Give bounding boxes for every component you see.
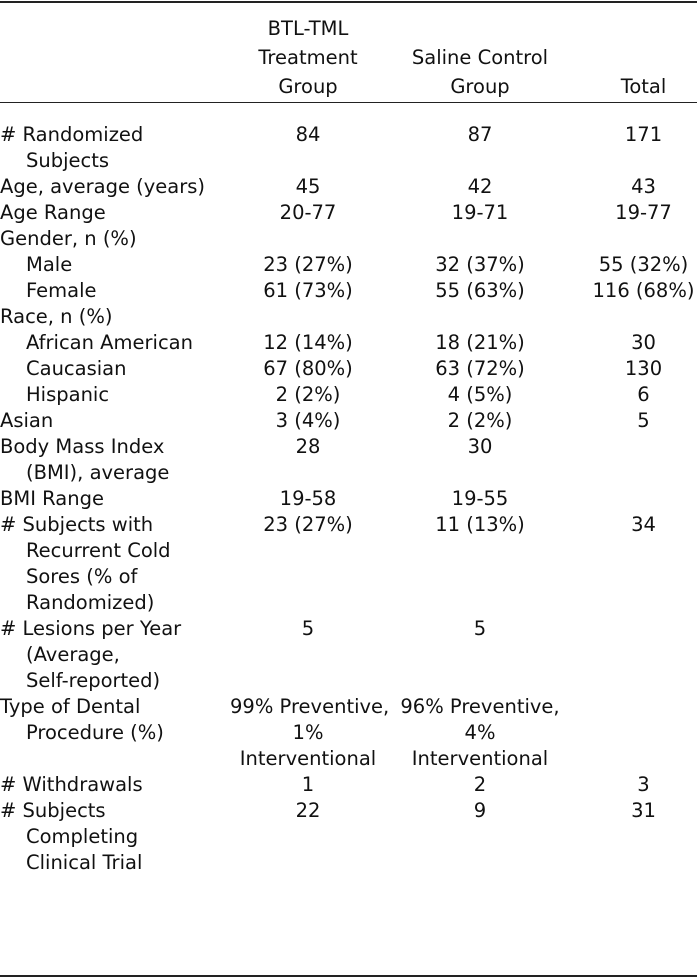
control-value [400, 616, 560, 642]
total-value-text: 19-77 [615, 201, 672, 224]
row-label-line: Asian [0, 409, 54, 432]
treatment-value-text: 3 (4%) [275, 409, 341, 432]
total-value [590, 252, 697, 278]
total-value-text: 5 [637, 409, 650, 432]
total-value [590, 798, 697, 824]
header-line: Treatment [258, 46, 358, 69]
treatment-value [230, 200, 386, 226]
control-value-text: 11 (13%) [435, 513, 525, 536]
row-label-line: # Subjects [0, 799, 106, 822]
total-value-text: 30 [631, 331, 656, 354]
total-value [590, 408, 697, 434]
treatment-value-line: 99% Preventive, [230, 695, 390, 718]
treatment-value-text: 23 (27%) [263, 253, 353, 276]
total-value [590, 330, 697, 356]
control-value-text: 30 [467, 435, 493, 458]
row-label-line: Race, n (%) [0, 305, 113, 328]
total-value-text: 31 [631, 799, 656, 822]
row-label-line: # Randomized [0, 123, 144, 146]
header-rule [0, 102, 697, 103]
control-value-text: 87 [467, 123, 493, 146]
total-value-text: 3 [637, 773, 650, 796]
treatment-value [230, 772, 386, 798]
treatment-value-text: 22 [295, 799, 321, 822]
header-treatment-group [230, 14, 386, 101]
row-label-line: Hispanic [26, 383, 110, 406]
header-line: Saline Control [411, 46, 549, 69]
row-label-line: Gender, n (%) [0, 227, 137, 250]
row-label-line: Recurrent Cold [26, 539, 171, 562]
control-value-text: 19-71 [451, 201, 509, 224]
control-value [400, 356, 560, 382]
row-label [0, 122, 230, 174]
row-label-line: African American [26, 331, 193, 354]
row-label-line: Clinical Trial [26, 851, 143, 874]
control-value [400, 486, 560, 512]
control-value-text: 2 [473, 773, 487, 796]
control-value [400, 200, 560, 226]
row-label-line: Sores (% of [26, 565, 138, 588]
total-value-text: 171 [624, 123, 663, 146]
row-label-line: Female [26, 279, 97, 302]
row-label [0, 694, 230, 746]
header-line: Group [278, 75, 338, 98]
treatment-value [230, 694, 390, 772]
treatment-value [230, 486, 386, 512]
total-value [590, 174, 697, 200]
row-label-line: Male [26, 253, 73, 276]
treatment-value-line: Interventional [239, 747, 377, 770]
row-label [0, 226, 230, 252]
header-saline-control-group [400, 43, 560, 101]
row-label-line: Self-reported) [26, 669, 161, 692]
control-value-text: 55 (63%) [435, 279, 525, 302]
control-value [400, 174, 560, 200]
treatment-value [230, 330, 386, 356]
total-value [590, 278, 697, 304]
total-value-text: 130 [624, 357, 663, 380]
row-label-line: Subjects [26, 149, 110, 172]
row-label-line: Procedure (%) [26, 721, 164, 744]
total-value [590, 772, 697, 798]
treatment-value-text: 45 [295, 175, 321, 198]
treatment-value [230, 512, 386, 538]
control-value [400, 278, 560, 304]
treatment-value [230, 616, 386, 642]
row-label-line: Completing [26, 825, 139, 848]
treatment-value [230, 278, 386, 304]
row-label-line: Caucasian [26, 357, 127, 380]
header-line: BTL-TML [267, 17, 349, 40]
treatment-value [230, 798, 386, 824]
row-label-line: # Subjects with [0, 513, 154, 536]
treatment-value [230, 174, 386, 200]
total-value [590, 382, 697, 408]
row-label [0, 616, 230, 694]
control-value-text: 19-55 [451, 487, 509, 510]
row-label [0, 798, 230, 876]
control-value-text: 5 [473, 617, 487, 640]
control-value [400, 798, 560, 824]
control-value-line: 4% [464, 721, 496, 744]
row-label [0, 772, 230, 798]
control-value-text: 63 (72%) [435, 357, 525, 380]
row-label [0, 200, 230, 226]
treatment-value-text: 67 (80%) [263, 357, 353, 380]
control-value [400, 122, 560, 148]
treatment-value [230, 408, 386, 434]
control-value [400, 694, 560, 772]
total-value [590, 356, 697, 382]
row-label-line: BMI Range [0, 487, 104, 510]
row-label-line: Body Mass Index [0, 435, 165, 458]
treatment-value-text: 28 [295, 435, 321, 458]
control-value [400, 434, 560, 460]
control-value-text: 9 [473, 799, 487, 822]
treatment-value-line: 1% [292, 721, 324, 744]
row-label-line: (BMI), average [26, 461, 170, 484]
control-value-text: 32 (37%) [435, 253, 525, 276]
control-value-text: 18 (21%) [435, 331, 525, 354]
row-label [0, 278, 230, 304]
treatment-value-text: 19-58 [279, 487, 337, 510]
control-value-text: 2 (2%) [447, 409, 513, 432]
row-label [0, 330, 230, 356]
control-value [400, 330, 560, 356]
total-value-text: 6 [637, 383, 650, 406]
row-label [0, 408, 230, 434]
treatment-value-text: 84 [295, 123, 321, 146]
control-value-text: 42 [467, 175, 493, 198]
treatment-value [230, 122, 386, 148]
row-label-line: # Withdrawals [0, 773, 143, 796]
treatment-value-text: 61 (73%) [263, 279, 353, 302]
total-value-text: 116 (68%) [592, 279, 695, 302]
row-label [0, 304, 230, 330]
control-value [400, 772, 560, 798]
total-value [590, 512, 697, 538]
control-value [400, 408, 560, 434]
row-label-line: (Average, [26, 643, 120, 666]
treatment-value-text: 5 [301, 617, 315, 640]
row-label [0, 434, 230, 486]
control-value [400, 382, 560, 408]
row-label-line: Age, average (years) [0, 175, 206, 198]
header-total [590, 72, 697, 101]
table-bottom-rule [0, 975, 697, 977]
row-label [0, 174, 230, 200]
total-value-text: 34 [631, 513, 656, 536]
row-label [0, 486, 230, 512]
control-value-line: 96% Preventive, [400, 695, 560, 718]
table-top-rule [0, 1, 697, 3]
treatment-value [230, 434, 386, 460]
row-label-line: Age Range [0, 201, 106, 224]
row-label-line: Randomized) [26, 591, 155, 614]
treatment-value-text: 12 (14%) [263, 331, 353, 354]
total-value [590, 200, 697, 226]
treatment-value-text: 20-77 [279, 201, 337, 224]
total-value [590, 122, 697, 148]
total-value-text: 43 [631, 175, 656, 198]
treatment-value [230, 382, 386, 408]
treatment-value-text: 23 (27%) [263, 513, 353, 536]
treatment-value-text: 2 (2%) [275, 383, 341, 406]
row-label [0, 382, 230, 408]
header-line: Group [450, 75, 510, 98]
header-line: Total [620, 75, 667, 98]
row-label [0, 356, 230, 382]
control-value [400, 512, 560, 538]
row-label [0, 512, 230, 616]
control-value-line: Interventional [411, 747, 549, 770]
row-label [0, 252, 230, 278]
treatment-value [230, 252, 386, 278]
control-value [400, 252, 560, 278]
treatment-value [230, 356, 386, 382]
row-label-line: # Lesions per Year [0, 617, 182, 640]
treatment-value-text: 1 [301, 773, 315, 796]
total-value-text: 55 (32%) [598, 253, 689, 276]
row-label-line: Type of Dental [0, 695, 141, 718]
control-value-text: 4 (5%) [447, 383, 513, 406]
